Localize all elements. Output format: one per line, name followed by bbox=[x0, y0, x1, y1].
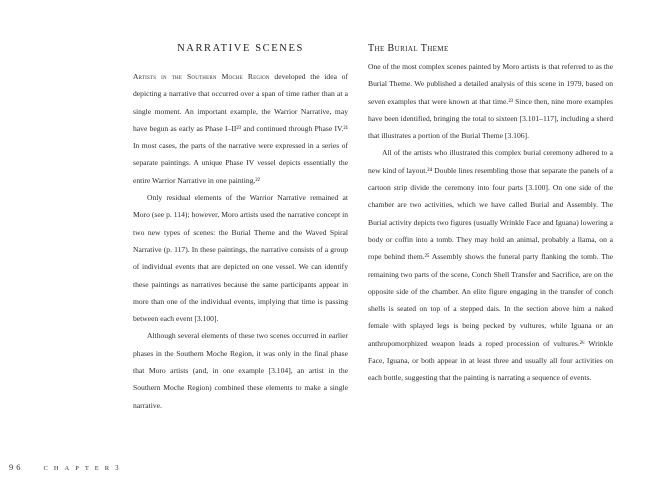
page-footer bbox=[9, 462, 119, 472]
paragraph-lead-in: Artists in the Southern Moche Region bbox=[133, 72, 270, 81]
paragraph bbox=[133, 68, 348, 189]
chapter-label: CHAPTER bbox=[43, 465, 116, 472]
paragraph: Only residual elements of the Warrior Narrative remained at Moro (see p. 114); however, Moro artists used the narrative concept in two new types of scenes: the Burial Theme and the Waved Spiral Narrative (p. 117). In these paintings, the narrative consists of a group of individual events that are depicted on one vessel. We can identify these paintings as narratives because the same participants appear in more than one of the individual events, implying that time is passing between each event [3.100]. bbox=[133, 193, 348, 324]
paragraph: Although several elements of these two scenes occurred in earlier phases in the Southern Moche Region, it was only in the final phase that Moro artists (and, in one example [3.104], an artist in the Southern Moche Region) combined these elements to make a single narrative. bbox=[133, 331, 348, 410]
right-text-column bbox=[368, 58, 613, 387]
page-number: 96 bbox=[9, 462, 24, 472]
subsection-heading-burial-theme: The Burial Theme bbox=[368, 43, 449, 54]
section-heading-narrative-scenes: NARRATIVE SCENES bbox=[177, 43, 304, 54]
paragraph-text: developed the idea of depicting a narrative that occurred over a span of time rather than at a single moment. An important example, the Warrior Narrative, may have begun as early as Phase I–II²³ and continued through Phase IV.²¹ In most cases, the parts of the narrative were expressed in a series of separate paintings. A unique Phase IV vessel depicts essentially the entire Warrior Narrative in one painting.²² bbox=[133, 72, 348, 185]
left-text-column bbox=[133, 68, 348, 414]
paragraph: All of the artists who illustrated this complex burial ceremony adhered to a new kind of layout.²⁴ Double lines resembling those that separate the panels of a cartoon strip divide the ceremony into four parts [3.100]. On one side of the chamber are two activities, which we have called Burial and Assembly. The Burial activity depicts two figures (usually Wrinkle Face and Iguana) lowering a body or coffin into a tomb. They may hold an animal, probably a llama, on a rope behind them.²⁵ Assembly shows the funeral party flanking the tomb. The remaining two parts of the scene, Conch Shell Transfer and Sacrifice, are on the opposite side of the chamber. An elite figure engaging in the transfer of conch shells is seated on top of a stepped dais. In the section above him a naked female with splayed legs is being pecked by vultures, while Iguana or an anthropomorphized weapon leads a roped procession of vultures.²⁶ Wrinkle Face, Iguana, or both appear in at least three and usually all four activities on each bottle, suggesting that the painting is narrating a sequence of events. bbox=[368, 148, 613, 383]
paragraph: One of the most complex scenes painted by Moro artists is that referred to as the Burial Theme. We published a detailed analysis of this scene in 1979, based on seven examples that were known at that time.²³ Since then, nine more examples have been identified, bringing the total to sixteen [3.101–117], including a sherd that illustrates a portion of the Burial Theme [3.106]. bbox=[368, 62, 613, 141]
chapter-number: 3 bbox=[115, 464, 119, 472]
